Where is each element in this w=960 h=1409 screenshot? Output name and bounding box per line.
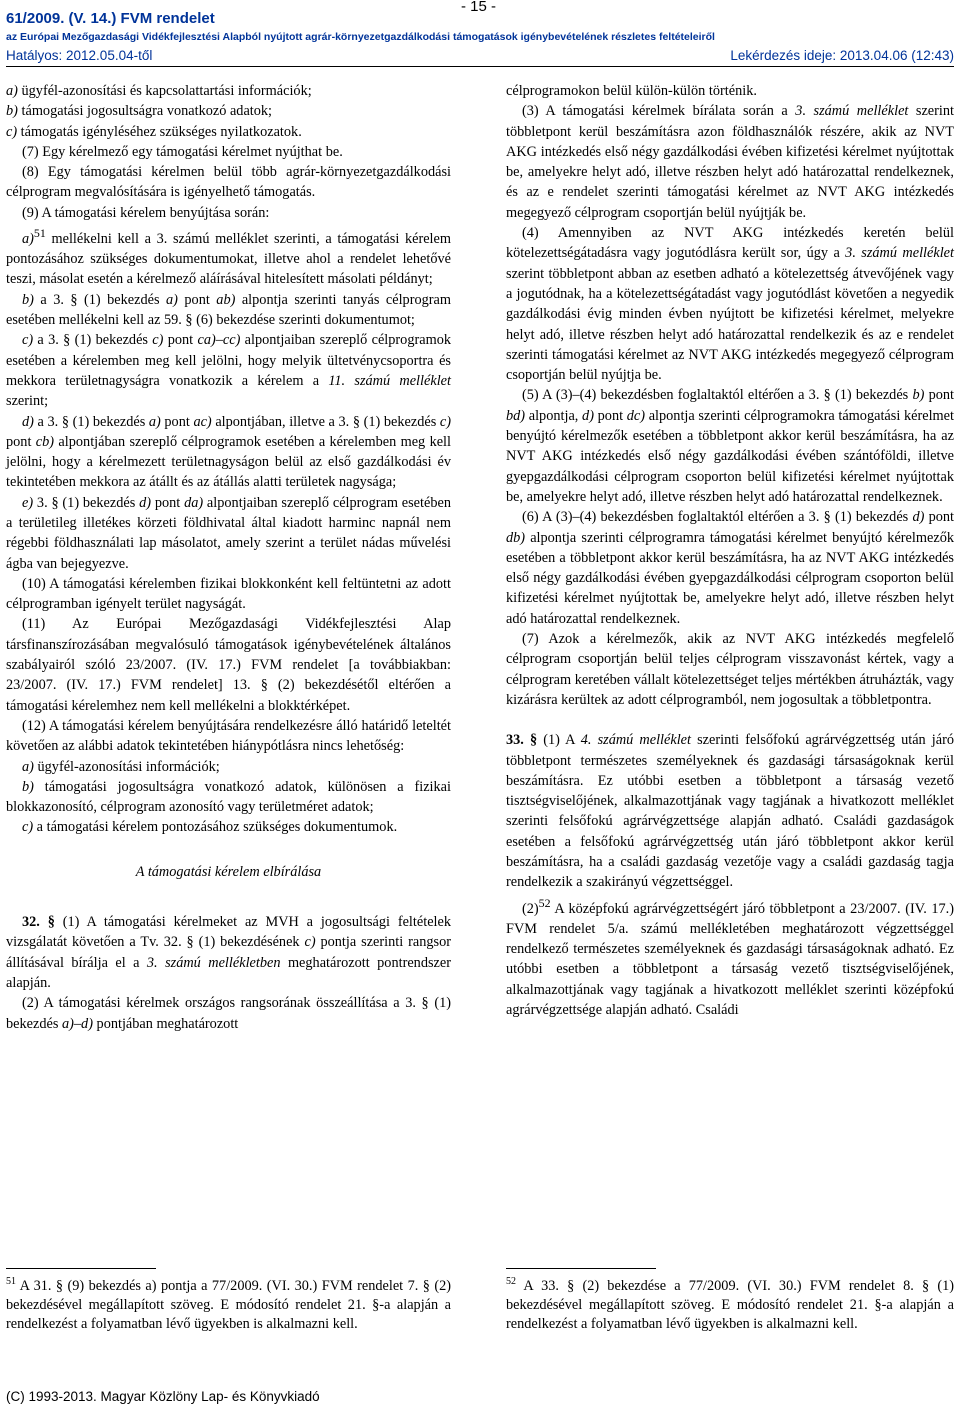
paragraph: a) ügyfél-azonosítási információk; (22, 758, 220, 775)
paragraph: d) a 3. § (1) bekezdés a) pont ac) alpontjában, illetve a 3. § (1) bekezdés c) pont cb) alpontjában szereplő célprogramok esetében a kérelemben meg kell jelölni, hogy a kérelmezett területnagyságon belül az első gazdálkodási év tekintetében mekkora az átállt és az átállás alatti területek nagysága; (6, 413, 452, 491)
page-header (6, 0, 954, 67)
paragraph: c) a 3. § (1) bekezdés c) pont ca)–cc) alpontjaiban szereplő célprogramok esetében a kérelemben meg kell jelölni, hogy melyik ültetvénycsoportra és mekkora területnagyságra vonatkozik a kérelem a 11. számú melléklet szerint; (6, 332, 451, 410)
paragraph: (12) A támogatási kérelem benyújtására rendelkezésre álló határidő leteltét követően az alábbi adatok tekintetében hiánypótlásra nincs lehetőség: (6, 717, 451, 755)
page-footer: (C) 1993-2013. Magyar Közlöny Lap- és Könyvkiadó (6, 1389, 320, 1404)
paragraph: b) a 3. § (1) bekezdés a) pont ab) alpontja szerinti tanyás célprogram esetében mellékelni kell az 59. § (6) bekezdése szerinti dokumentumot; (6, 291, 451, 329)
paragraph: (4) Amennyiben az NVT AKG intézkedés keretén belül kötelezettségátadásra vagy jogutódlásra került sor, úgy a 3. számú melléklet szerint többletpont abban az esetben adható a kötelezettség átvevőjének vagy a jogutódnak, ha a kötelezettségátadást vagy jogutódlást követően a negyedik gazdálkodási évig minden évben nyújtott be kifizetési kérelmet, melyekre helyt adó, illetve részben helyt adó határozattal rendelkezik és az e rendelet szerinti támogatási kérelmet az NVT AKG intézkedés megegyező célprogram csoportján belül nyújtja be. (506, 225, 954, 384)
document-subtitle: az Európai Mezőgazdasági Vidékfejlesztési Alapból nyújtott agrár-környezetgazdálkodási támogatások igénybevételének részletes feltételeiről (6, 31, 715, 43)
page-number: - 15 - (461, 0, 497, 15)
paragraph: $(2)^{52}$ A középfokú agrárvégzettségért járó többletpont a 23/2007. (IV. 17.) FVM rendelet 5/a. számú mellékletében meghatározott végzettséggel rendelkező természetes személyeknek és gazdasági társaságoknak adható. Ez utóbbi esetben a többletpont a társaság vezető tisztségviselőjének, alkalmazottjának vagy tagjának a hivatkozott melléklet szerinti középfokú agrárvégzettsége alapján adható. Családi (506, 895, 954, 1018)
paragraph: (10) A támogatási kérelemben fizikai blokkonként kell feltüntetni az adott célprogramban igényelt terület nagyságát. (6, 575, 451, 613)
paragraph: 32. § (1) A támogatási kérelmeket az MVH a jogosultsági feltételek vizsgálatát követően a Tv. 32. § (1) bekezdésének c) pontja szerinti rangsor állításával bírálja el a 3. számú mellékletben meghatározott pontrendszer alapján. (6, 914, 452, 991)
paragraph: c) támogatás igényléséhez szükséges nyilatkozatok. (6, 123, 302, 140)
paragraph: e) 3. § (1) bekezdés d) pont da) alpontjaiban szereplő célprogram esetében a területileg illetékes körzeti földhivatal által kiadott harminc napnál nem régebbi földhasználati lap másolatot, amely szerint a terület nádas művelési ágba van bejegyezve. (6, 494, 451, 572)
footnote-separator-left (6, 1268, 156, 1269)
paragraph: (2) A támogatási kérelmek országos rangsorának összeállítása a 3. § (1) bekezdés a)–d) pontjában meghatározott (6, 995, 451, 1032)
paragraph: (3) A támogatási kérelmek bírálata során a 3. számú melléklet szerint többletpont kerül beszámításra azon földhasználók részére, akik az NVT AKG intézkedés első négy gazdálkodási évében kifizetési kérelmet nyújtottak be, amelyekre helyt adó, illetve részben helyt adó határozattal rendelkeznek, és az e rendelet szerinti támogatási kérelmet az NVT AKG intézkedés megegyező célprogram csoportján belül nyújtják be. (506, 103, 955, 221)
paragraph: (6) A (3)–(4) bekezdésben foglaltaktól eltérően a 3. § (1) bekezdés d) pont db) alpontja szerinti célprogramra támogatási kérelmet benyújtó kérelmezők esetében a többletpont akkor kerül beszámításra, ha az NVT AKG intézkedés első négy gazdálkodási évében gyepgazdálkodási célprogram csoporton belül kifizetési kérelmet nyújtottak be, amelyekre helyt adó, illetve részben helyt adó határozattal rendelkeznek. (506, 509, 954, 627)
paragraph: a) ügyfél-azonosítási és kapcsolattartási információk; (6, 83, 312, 99)
valid-from: Hatályos: 2012.05.04-től (6, 48, 153, 63)
paragraph: b) támogatási jogosultságra vonatkozó adatok; (6, 103, 273, 120)
right-text-column (506, 81, 954, 1020)
section-heading: A támogatási kérelem elbírálása (135, 863, 322, 880)
document-title: 61/2009. (V. 14.) FVM rendelet (6, 10, 215, 27)
paragraph: b) támogatási jogosultságra vonatkozó adatok, különösen a fizikai blokkazonosító, célprogram azonosító vagy területméret adatok; (6, 778, 451, 816)
paragraph: a)$^{51}$ mellékelni kell a 3. számú melléklet szerinti, a támogatási kérelem pontozásához szükséges dokumentumokat, illetve ahol a rendelet lehetővé teszi, másolat esetén a kérelmező aláírásával hitelesített másolati példányt; (6, 226, 451, 288)
paragraph: (8) Egy támogatási kérelmen belül több agrár-környezetgazdálkodási célprogram megvalósítására is igényelhető támogatás. (6, 164, 451, 201)
footnote-separator-right (506, 1268, 656, 1269)
paragraph: 33. § (1) A 4. számú melléklet szerinti felsőfokú agrárvégzettség után járó többletpont természetes személyeknek és gazdasági társaságoknak kerül beszámításra. Ez utóbbi esetben a többletpont a társaság vezető tisztségviselőjének, alkalmazottjának vagy tagjának a hivatkozott melléklet szerinti felsőfokú agrárvégzettsége alapján adható. Családi gazdaságok esetében a felsőfokú agrárvégzettség után járó többletpont akkor kerül beszámításra, ha a családi gazdaság vezetője vagy a családi gazdaság tagja rendelkezik a szakirányú végzettséggel. (506, 732, 955, 891)
paragraph: (11) Az Európai Mezőgazdasági Vidékfejlesztési Alap társfinanszírozásában megvalósuló támogatások igénybevételének általános szabályairól szóló 23/2007. (IV. 17.) FVM rendelet [a továbbiakban: 23/2007. (IV. 17.) FVM rendelet] 13. § (2) bekezdésétől eltérően a támogatási kérelemhez nem kell mellékelni a blokktérképet. (6, 616, 451, 714)
paragraph: (9) A támogatási kérelem benyújtása során: (22, 204, 270, 221)
paragraph: (5) A (3)–(4) bekezdésben foglaltaktól eltérően a 3. § (1) bekezdés b) pont bd) alpontja, d) pont dc) alpontja szerinti célprogramokra támogatási kérelmet benyújtó kérelmezők esetében a többletpont akkor kerül beszámításra, ha az NVT AKG intézkedés első négy gazdálkodási évében szántóföldi, illetve gyepgazdálkodási célprogram csoporton belül kifizetési kérelmet nyújtottak be, amelyekre helyt adó, illetve részben helyt adó határozattal rendelkeznek. (506, 387, 954, 505)
left-text-column (6, 81, 451, 1034)
paragraph: c) a támogatási kérelem pontozásához szükséges dokumentumok. (22, 819, 398, 836)
paragraph: (7) Egy kérelmező egy támogatási kérelmet nyújthat be. (22, 143, 343, 160)
paragraph: (7) Azok a kérelmezők, akik az NVT AKG intézkedés megfelelő célprogram csoportján belül teljes célprogram visszavonást kértek, vagy a célprogram keretében vállalt kötelezettséget teljes mértékben átruházták, vagy kizárásra kerültek az adott célprogramból, nem jogosultak a többletpontra. (506, 631, 954, 708)
paragraph: célprogramokon belül külön-külön történik. (506, 83, 757, 99)
footnote-51: $^{51}$ A 31. § (9) bekezdés a) pontja a 77/2009. (VI. 30.) FVM rendelet 7. § (2) bekezdésével megállapított szöveg. E módosító rendelet 21. §-a alapján a rendelkezést a folyamatban lévő ügyekben is alkalmazni kell. (6, 1276, 451, 1332)
footnote-52: $^{52}$ A 33. § (2) bekezdése a 77/2009. (VI. 30.) FVM rendelet 8. § (1) bekezdésével megállapított szöveg. E módosító rendelet 21. §-a alapján a rendelkezést a folyamatban lévő ügyekben is alkalmazni kell. (506, 1276, 954, 1332)
query-time: Lekérdezés ideje: 2013.04.06 (12:43) (730, 48, 954, 63)
